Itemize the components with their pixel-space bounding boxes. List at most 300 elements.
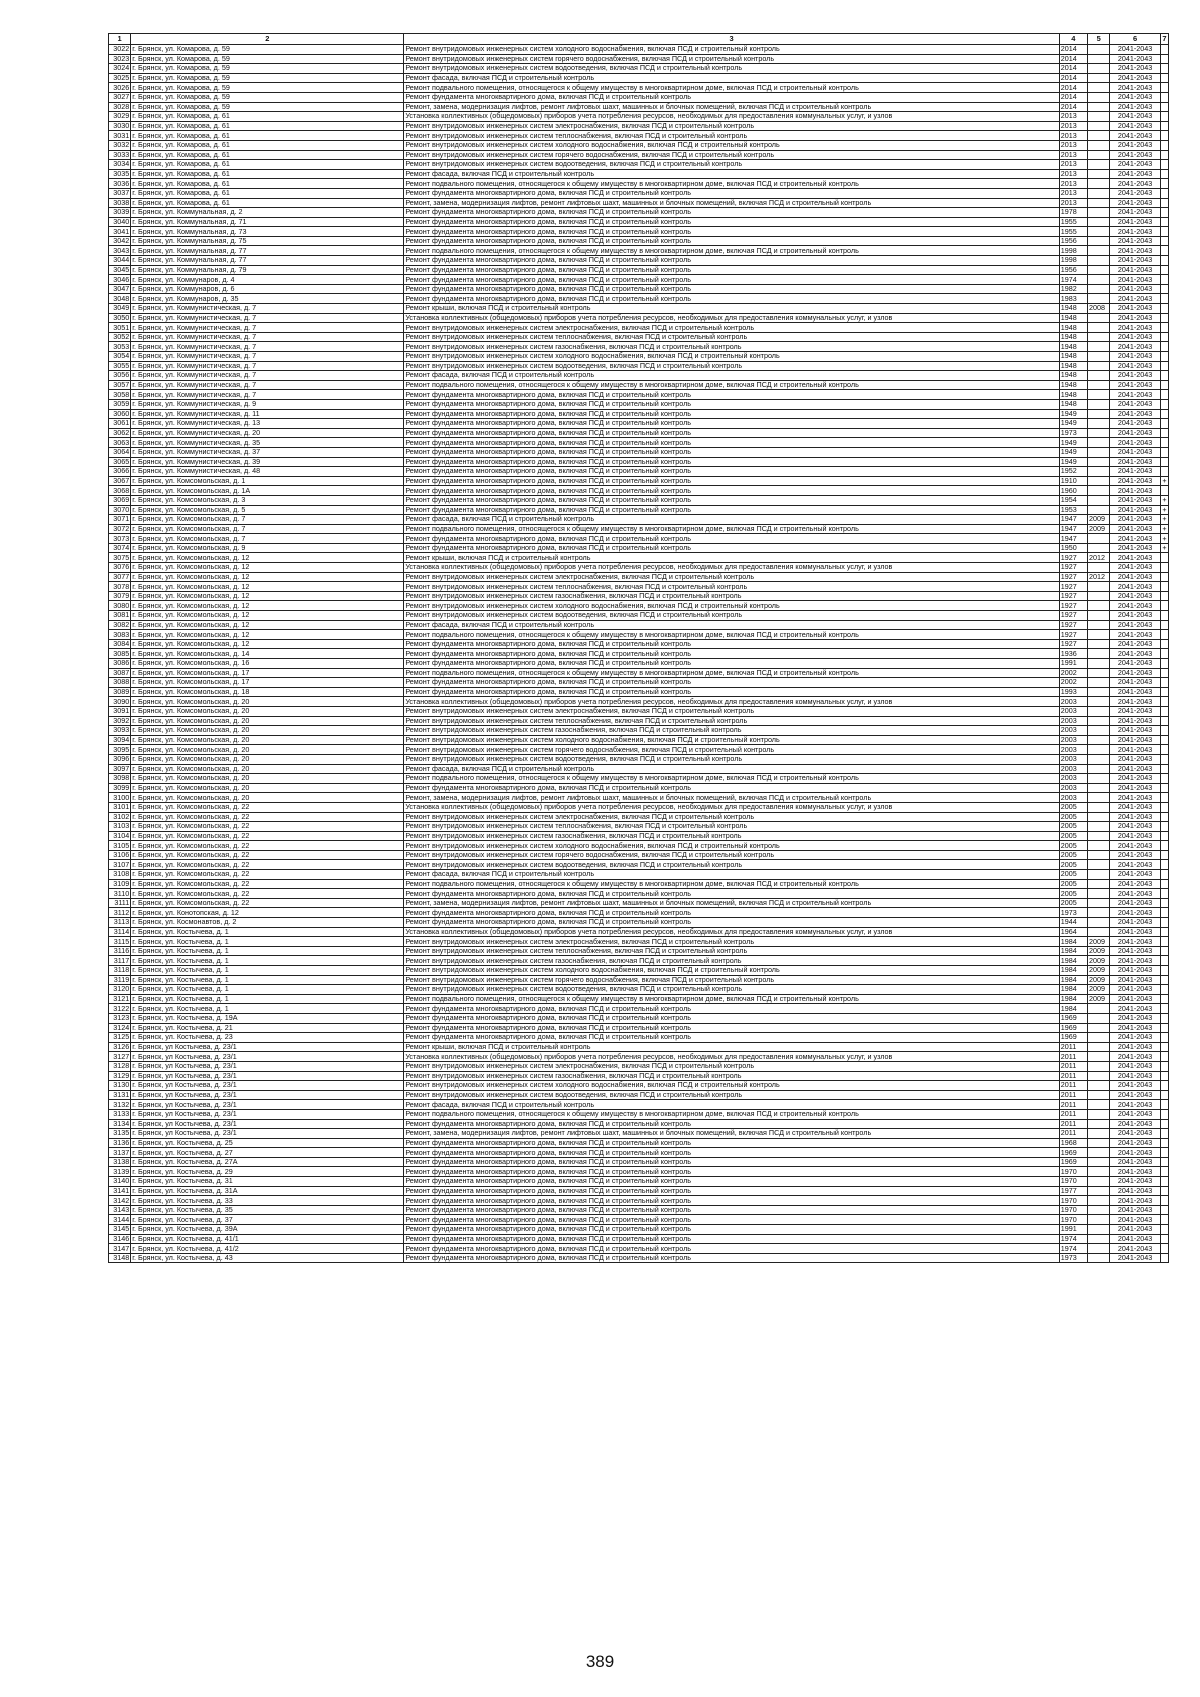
last-repair-year-cell [1088,342,1110,352]
work-type-cell: Ремонт подвального помещения, относящегося к общему имуществу в многоквартирном доме, включая ПСД и строительный контроль [404,994,1059,1004]
work-type-cell: Ремонт фундамента многоквартирного дома, включая ПСД и строительный контроль [404,457,1059,467]
work-type-cell: Ремонт фундамента многоквартирного дома, включая ПСД и строительный контроль [404,543,1059,553]
year-built-cell: 1949 [1059,457,1087,467]
last-repair-year-cell [1088,706,1110,716]
mark-cell [1160,419,1168,429]
address-cell: г. Брянск, ул. Комсомольская, д. 7 [131,515,404,525]
year-built-cell: 1970 [1059,1215,1087,1225]
planned-period-cell: 2041-2043 [1110,188,1161,198]
year-built-cell: 2013 [1059,150,1087,160]
work-type-cell: Ремонт внутридомовых инженерных систем газоснабжения, включая ПСД и строительный контроль [404,831,1059,841]
mark-cell [1160,889,1168,899]
planned-period-cell: 2041-2043 [1110,908,1161,918]
table-row [109,534,1169,544]
last-repair-year-cell [1088,1119,1110,1129]
table-row [109,1138,1169,1148]
table-row [109,687,1169,697]
address-cell: г. Брянск, ул. Комарова, д. 59 [131,92,404,102]
year-built-cell: 2014 [1059,83,1087,93]
table-row [109,889,1169,899]
address-cell: г. Брянск, ул. Костычева, д. 19А [131,1013,404,1023]
row-number: 3035 [109,169,131,179]
year-built-cell: 1948 [1059,342,1087,352]
address-cell: г. Брянск, ул. Коммунистическая, д. 7 [131,332,404,342]
table-row [109,994,1169,1004]
planned-period-cell: 2041-2043 [1110,476,1161,486]
mark-cell [1160,1129,1168,1139]
year-built-cell: 1947 [1059,524,1087,534]
year-built-cell: 2005 [1059,812,1087,822]
address-cell: г. Брянск, ул. Комарова, д. 59 [131,54,404,64]
table-row [109,140,1169,150]
planned-period-cell: 2041-2043 [1110,802,1161,812]
address-cell: г. Брянск, ул. Костычева, д. 35 [131,1205,404,1215]
mark-cell [1160,822,1168,832]
work-type-cell: Ремонт фундамента многоквартирного дома, включая ПСД и строительный контроль [404,256,1059,266]
mark-cell [1160,1100,1168,1110]
table-row [109,898,1169,908]
work-type-cell: Ремонт внутридомовых инженерных систем газоснабжения, включая ПСД и строительный контроль [404,1071,1059,1081]
planned-period-cell: 2041-2043 [1110,457,1161,467]
address-cell: г. Брянск, ул. Комсомольская, д. 20 [131,697,404,707]
year-built-cell: 1927 [1059,582,1087,592]
last-repair-year-cell [1088,150,1110,160]
mark-cell [1160,409,1168,419]
last-repair-year-cell [1088,428,1110,438]
mark-cell [1160,1157,1168,1167]
year-built-cell: 1984 [1059,937,1087,947]
last-repair-year-cell [1088,841,1110,851]
year-built-cell: 1984 [1059,975,1087,985]
last-repair-year-cell [1088,505,1110,515]
work-type-cell: Ремонт внутридомовых инженерных систем холодного водоснабжения, включая ПСД и строительный контроль [404,140,1059,150]
table-row [109,1225,1169,1235]
year-built-cell: 1970 [1059,1177,1087,1187]
mark-cell [1160,697,1168,707]
year-built-cell: 1944 [1059,918,1087,928]
year-built-cell: 2003 [1059,735,1087,745]
row-number: 3059 [109,399,131,409]
row-number: 3023 [109,54,131,64]
header-row [109,34,1169,45]
work-type-cell: Ремонт фасада, включая ПСД и строительный контроль [404,1100,1059,1110]
year-built-cell: 2003 [1059,793,1087,803]
table-row [109,438,1169,448]
address-cell: г. Брянск, ул. Костычева, д. 1 [131,975,404,985]
planned-period-cell: 2041-2043 [1110,937,1161,947]
year-built-cell: 1964 [1059,927,1087,937]
year-built-cell: 1927 [1059,620,1087,630]
last-repair-year-cell: 2009 [1088,524,1110,534]
address-cell: г. Брянск, ул. Комарова, д. 61 [131,198,404,208]
work-type-cell: Ремонт внутридомовых инженерных систем горячего водоснабжения, включая ПСД и строительный контроль [404,850,1059,860]
last-repair-year-cell [1088,1081,1110,1091]
year-built-cell: 2003 [1059,783,1087,793]
column-header: 6 [1110,34,1161,45]
planned-period-cell: 2041-2043 [1110,275,1161,285]
address-cell: г. Брянск, ул. Комарова, д. 61 [131,112,404,122]
address-cell: г. Брянск, ул. Костычева, д. 1 [131,937,404,947]
planned-period-cell: 2041-2043 [1110,428,1161,438]
work-type-cell: Ремонт внутридомовых инженерных систем водоотведения, включая ПСД и строительный контроль [404,860,1059,870]
address-cell: г. Брянск, ул. Костычева, д. 1 [131,1004,404,1014]
row-number: 3116 [109,946,131,956]
row-number: 3083 [109,630,131,640]
row-number: 3122 [109,1004,131,1014]
mark-cell [1160,553,1168,563]
address-cell: г. Брянск, ул. Костычева, д. 1 [131,966,404,976]
year-built-cell: 1955 [1059,217,1087,227]
address-cell: г. Брянск, ул. Костычева, д. 39А [131,1225,404,1235]
table-row [109,706,1169,716]
table-row [109,54,1169,64]
year-built-cell: 2005 [1059,889,1087,899]
year-built-cell: 1948 [1059,352,1087,362]
address-cell: г. Брянск, ул. Костычева, д. 25 [131,1138,404,1148]
work-type-cell: Ремонт внутридомовых инженерных систем электроснабжения, включая ПСД и строительный контроль [404,1061,1059,1071]
table-row [109,495,1169,505]
work-type-cell: Ремонт фундамента многоквартирного дома, включая ПСД и строительный контроль [404,639,1059,649]
table-row [109,476,1169,486]
planned-period-cell: 2041-2043 [1110,1177,1161,1187]
address-cell: г. Брянск, ул. Комарова, д. 61 [131,160,404,170]
address-cell: г. Брянск, ул. Комсомольская, д. 22 [131,870,404,880]
work-type-cell: Ремонт внутридомовых инженерных систем теплоснабжения, включая ПСД и строительный контроль [404,332,1059,342]
planned-period-cell: 2041-2043 [1110,323,1161,333]
work-type-cell: Ремонт фундамента многоквартирного дома, включая ПСД и строительный контроль [404,1186,1059,1196]
year-built-cell: 2013 [1059,179,1087,189]
planned-period-cell: 2041-2043 [1110,1042,1161,1052]
last-repair-year-cell [1088,582,1110,592]
mark-cell [1160,812,1168,822]
table-row [109,956,1169,966]
planned-period-cell: 2041-2043 [1110,447,1161,457]
address-cell: г. Брянск, ул Костычева, д. 23/1 [131,1109,404,1119]
address-cell: г. Брянск, ул. Комарова, д. 61 [131,188,404,198]
mark-cell [1160,639,1168,649]
year-built-cell: 1969 [1059,1033,1087,1043]
table-row [109,121,1169,131]
last-repair-year-cell [1088,361,1110,371]
table-row [109,524,1169,534]
row-number: 3090 [109,697,131,707]
work-type-cell: Ремонт внутридомовых инженерных систем теплоснабжения, включая ПСД и строительный контроль [404,716,1059,726]
address-cell: г. Брянск, ул. Комсомольская, д. 12 [131,572,404,582]
planned-period-cell: 2041-2043 [1110,150,1161,160]
planned-period-cell: 2041-2043 [1110,860,1161,870]
address-cell: г. Брянск, ул. Комсомольская, д. 14 [131,649,404,659]
planned-period-cell: 2041-2043 [1110,92,1161,102]
year-built-cell: 1927 [1059,591,1087,601]
row-number: 3066 [109,467,131,477]
work-type-cell: Ремонт фундамента многоквартирного дома, включая ПСД и строительный контроль [404,467,1059,477]
row-number: 3094 [109,735,131,745]
last-repair-year-cell [1088,1157,1110,1167]
row-number: 3072 [109,524,131,534]
work-type-cell: Ремонт фундамента многоквартирного дома, включая ПСД и строительный контроль [404,294,1059,304]
last-repair-year-cell [1088,275,1110,285]
table-row [109,198,1169,208]
address-cell: г. Брянск, ул. Комсомольская, д. 9 [131,543,404,553]
mark-cell [1160,687,1168,697]
mark-cell [1160,793,1168,803]
planned-period-cell: 2041-2043 [1110,620,1161,630]
address-cell: г. Брянск, ул. Коммунистическая, д. 7 [131,313,404,323]
work-type-cell: Ремонт внутридомовых инженерных систем теплоснабжения, включая ПСД и строительный контроль [404,131,1059,141]
year-built-cell: 1956 [1059,236,1087,246]
year-built-cell: 1984 [1059,956,1087,966]
table-row [109,73,1169,83]
table-row [109,505,1169,515]
mark-cell [1160,994,1168,1004]
planned-period-cell: 2041-2043 [1110,284,1161,294]
table-row [109,447,1169,457]
table-row [109,352,1169,362]
mark-cell [1160,620,1168,630]
last-repair-year-cell [1088,1129,1110,1139]
year-built-cell: 1973 [1059,428,1087,438]
planned-period-cell: 2041-2043 [1110,1196,1161,1206]
year-built-cell: 1970 [1059,1196,1087,1206]
row-number: 3038 [109,198,131,208]
row-number: 3057 [109,380,131,390]
row-number: 3099 [109,783,131,793]
table-row [109,812,1169,822]
year-built-cell: 1927 [1059,553,1087,563]
address-cell: г. Брянск, ул. Костычева, д. 43 [131,1253,404,1263]
planned-period-cell: 2041-2043 [1110,409,1161,419]
mark-cell [1160,726,1168,736]
planned-period-cell: 2041-2043 [1110,975,1161,985]
planned-period-cell: 2041-2043 [1110,678,1161,688]
mark-cell [1160,649,1168,659]
mark-cell [1160,102,1168,112]
table-row [109,217,1169,227]
mark-cell [1160,428,1168,438]
column-header: 3 [404,34,1059,45]
year-built-cell: 1948 [1059,313,1087,323]
table-row [109,236,1169,246]
table-row [109,323,1169,333]
table-row [109,697,1169,707]
last-repair-year-cell [1088,1253,1110,1263]
last-repair-year-cell [1088,495,1110,505]
year-built-cell: 2013 [1059,112,1087,122]
table-row [109,131,1169,141]
mark-cell [1160,572,1168,582]
address-cell: г. Брянск, ул. Коммунальная, д. 73 [131,227,404,237]
table-row [109,1013,1169,1023]
mark-cell [1160,1061,1168,1071]
address-cell: г. Брянск, ул. Коммунальная, д. 75 [131,236,404,246]
table-row [109,1109,1169,1119]
planned-period-cell: 2041-2043 [1110,1205,1161,1215]
mark-cell [1160,966,1168,976]
year-built-cell: 2013 [1059,198,1087,208]
row-number: 3105 [109,841,131,851]
planned-period-cell: 2041-2043 [1110,946,1161,956]
last-repair-year-cell [1088,563,1110,573]
work-type-cell: Ремонт фундамента многоквартирного дома, включая ПСД и строительный контроль [404,1215,1059,1225]
address-cell: г. Брянск, ул. Комсомольская, д. 3 [131,495,404,505]
last-repair-year-cell [1088,591,1110,601]
work-type-cell: Ремонт подвального помещения, относящегося к общему имуществу в многоквартирном доме, включая ПСД и строительный контроль [404,83,1059,93]
year-built-cell: 2013 [1059,169,1087,179]
last-repair-year-cell [1088,783,1110,793]
row-number: 3109 [109,879,131,889]
planned-period-cell: 2041-2043 [1110,419,1161,429]
address-cell: г. Брянск, ул. Коммунистическая, д. 7 [131,323,404,333]
row-number: 3132 [109,1100,131,1110]
last-repair-year-cell [1088,92,1110,102]
mark-cell: + [1162,495,1167,505]
year-built-cell: 1969 [1059,1013,1087,1023]
row-number: 3075 [109,553,131,563]
table-row [109,1215,1169,1225]
address-cell: г. Брянск, ул. Костычева, д. 1 [131,956,404,966]
address-cell: г. Брянск, ул. Комсомольская, д. 22 [131,860,404,870]
year-built-cell: 2003 [1059,697,1087,707]
mark-cell [1160,1090,1168,1100]
last-repair-year-cell [1088,188,1110,198]
work-type-cell: Ремонт внутридомовых инженерных систем горячего водоснабжения, включая ПСД и строительный контроль [404,745,1059,755]
year-built-cell: 2003 [1059,754,1087,764]
year-built-cell: 1998 [1059,256,1087,266]
year-built-cell: 1954 [1059,495,1087,505]
address-cell: г. Брянск, ул Костычева, д. 23/1 [131,1061,404,1071]
mark-cell [1160,802,1168,812]
year-built-cell: 2014 [1059,54,1087,64]
address-cell: г. Брянск, ул. Комсомольская, д. 20 [131,774,404,784]
mark-cell [1160,275,1168,285]
table-row [109,294,1169,304]
address-cell: г. Брянск, ул. Комсомольская, д. 12 [131,591,404,601]
address-cell: г. Брянск, ул. Костычева, д. 31А [131,1186,404,1196]
last-repair-year-cell [1088,918,1110,928]
mark-cell [1160,236,1168,246]
mark-cell [1160,256,1168,266]
year-built-cell: 2005 [1059,898,1087,908]
address-cell: г. Брянск, ул Костычева, д. 23/1 [131,1129,404,1139]
work-type-cell: Ремонт фундамента многоквартирного дома, включая ПСД и строительный контроль [404,227,1059,237]
work-type-cell: Ремонт внутридомовых инженерных систем электроснабжения, включая ПСД и строительный контроль [404,121,1059,131]
last-repair-year-cell [1088,409,1110,419]
table-row [109,1148,1169,1158]
year-built-cell: 1969 [1059,1148,1087,1158]
work-type-cell: Ремонт фундамента многоквартирного дома, включая ПСД и строительный контроль [404,678,1059,688]
last-repair-year-cell [1088,419,1110,429]
planned-period-cell: 2041-2043 [1110,246,1161,256]
mark-cell [1160,169,1168,179]
year-built-cell: 1969 [1059,1157,1087,1167]
table-row [109,112,1169,122]
table-row [109,735,1169,745]
address-cell: г. Брянск, ул. Комсомольская, д. 22 [131,812,404,822]
planned-period-cell: 2041-2043 [1110,774,1161,784]
work-type-cell: Установка коллективных (общедомовых) приборов учета потребления ресурсов, необходимых для предоставления коммунальных услуг, и узлов [404,1052,1059,1062]
mark-cell [1160,83,1168,93]
row-number: 3029 [109,112,131,122]
last-repair-year-cell [1088,822,1110,832]
table-row [109,1004,1169,1014]
row-number: 3111 [109,898,131,908]
last-repair-year-cell [1088,64,1110,74]
year-built-cell: 2011 [1059,1042,1087,1052]
work-type-cell: Ремонт фундамента многоквартирного дома, включая ПСД и строительный контроль [404,208,1059,218]
planned-period-cell: 2041-2043 [1110,572,1161,582]
work-type-cell: Ремонт фундамента многоквартирного дома, включая ПСД и строительный контроль [404,265,1059,275]
year-built-cell: 1974 [1059,1234,1087,1244]
row-number: 3053 [109,342,131,352]
work-type-cell: Ремонт внутридомовых инженерных систем горячего водоснабжения, включая ПСД и строительный контроль [404,150,1059,160]
row-number: 3139 [109,1167,131,1177]
row-number: 3028 [109,102,131,112]
last-repair-year-cell [1088,793,1110,803]
mark-cell [1160,313,1168,323]
mark-cell [1160,352,1168,362]
table-row [109,1100,1169,1110]
work-type-cell: Ремонт фундамента многоквартирного дома, включая ПСД и строительный контроль [404,390,1059,400]
mark-cell [1160,841,1168,851]
last-repair-year-cell [1088,697,1110,707]
row-number: 3051 [109,323,131,333]
mark-cell [1160,1196,1168,1206]
year-built-cell: 2011 [1059,1090,1087,1100]
mark-cell [1160,831,1168,841]
address-cell: г. Брянск, ул. Костычева, д. 21 [131,1023,404,1033]
last-repair-year-cell [1088,169,1110,179]
work-type-cell: Ремонт внутридомовых инженерных систем холодного водоснабжения, включая ПСД и строительный контроль [404,45,1059,55]
last-repair-year-cell: 2012 [1088,553,1110,563]
last-repair-year-cell [1088,802,1110,812]
row-number: 3086 [109,659,131,669]
address-cell: г. Брянск, ул. Коммунаров, д. 35 [131,294,404,304]
table-row [109,160,1169,170]
address-cell: г. Брянск, ул Костычева, д. 23/1 [131,1100,404,1110]
mark-cell [1160,342,1168,352]
address-cell: г. Брянск, ул. Комсомольская, д. 20 [131,735,404,745]
planned-period-cell: 2041-2043 [1110,697,1161,707]
last-repair-year-cell [1088,313,1110,323]
work-type-cell: Ремонт фундамента многоквартирного дома, включая ПСД и строительный контроль [404,1013,1059,1023]
planned-period-cell: 2041-2043 [1110,64,1161,74]
planned-period-cell: 2041-2043 [1110,543,1161,553]
year-built-cell: 1998 [1059,246,1087,256]
last-repair-year-cell [1088,620,1110,630]
table-row [109,860,1169,870]
planned-period-cell: 2041-2043 [1110,1167,1161,1177]
row-number: 3048 [109,294,131,304]
planned-period-cell: 2041-2043 [1110,534,1161,544]
address-cell: г. Брянск, ул. Комарова, д. 59 [131,83,404,93]
table-row [109,1253,1169,1263]
work-type-cell: Ремонт крыши, включая ПСД и строительный контроль [404,1042,1059,1052]
row-number: 3136 [109,1138,131,1148]
last-repair-year-cell [1088,1033,1110,1043]
work-type-cell: Ремонт фундамента многоквартирного дома, включая ПСД и строительный контроль [404,783,1059,793]
mark-cell [1160,208,1168,218]
planned-period-cell: 2041-2043 [1110,140,1161,150]
planned-period-cell: 2041-2043 [1110,918,1161,928]
mark-cell [1160,927,1168,937]
work-type-cell: Ремонт внутридомовых инженерных систем водоотведения, включая ПСД и строительный контроль [404,611,1059,621]
mark-cell [1160,668,1168,678]
last-repair-year-cell [1088,1138,1110,1148]
last-repair-year-cell: 2009 [1088,975,1110,985]
work-type-cell: Ремонт фундамента многоквартирного дома, включая ПСД и строительный контроль [404,1253,1059,1263]
year-built-cell: 1948 [1059,399,1087,409]
address-cell: г. Брянск, ул. Коммунистическая, д. 20 [131,428,404,438]
